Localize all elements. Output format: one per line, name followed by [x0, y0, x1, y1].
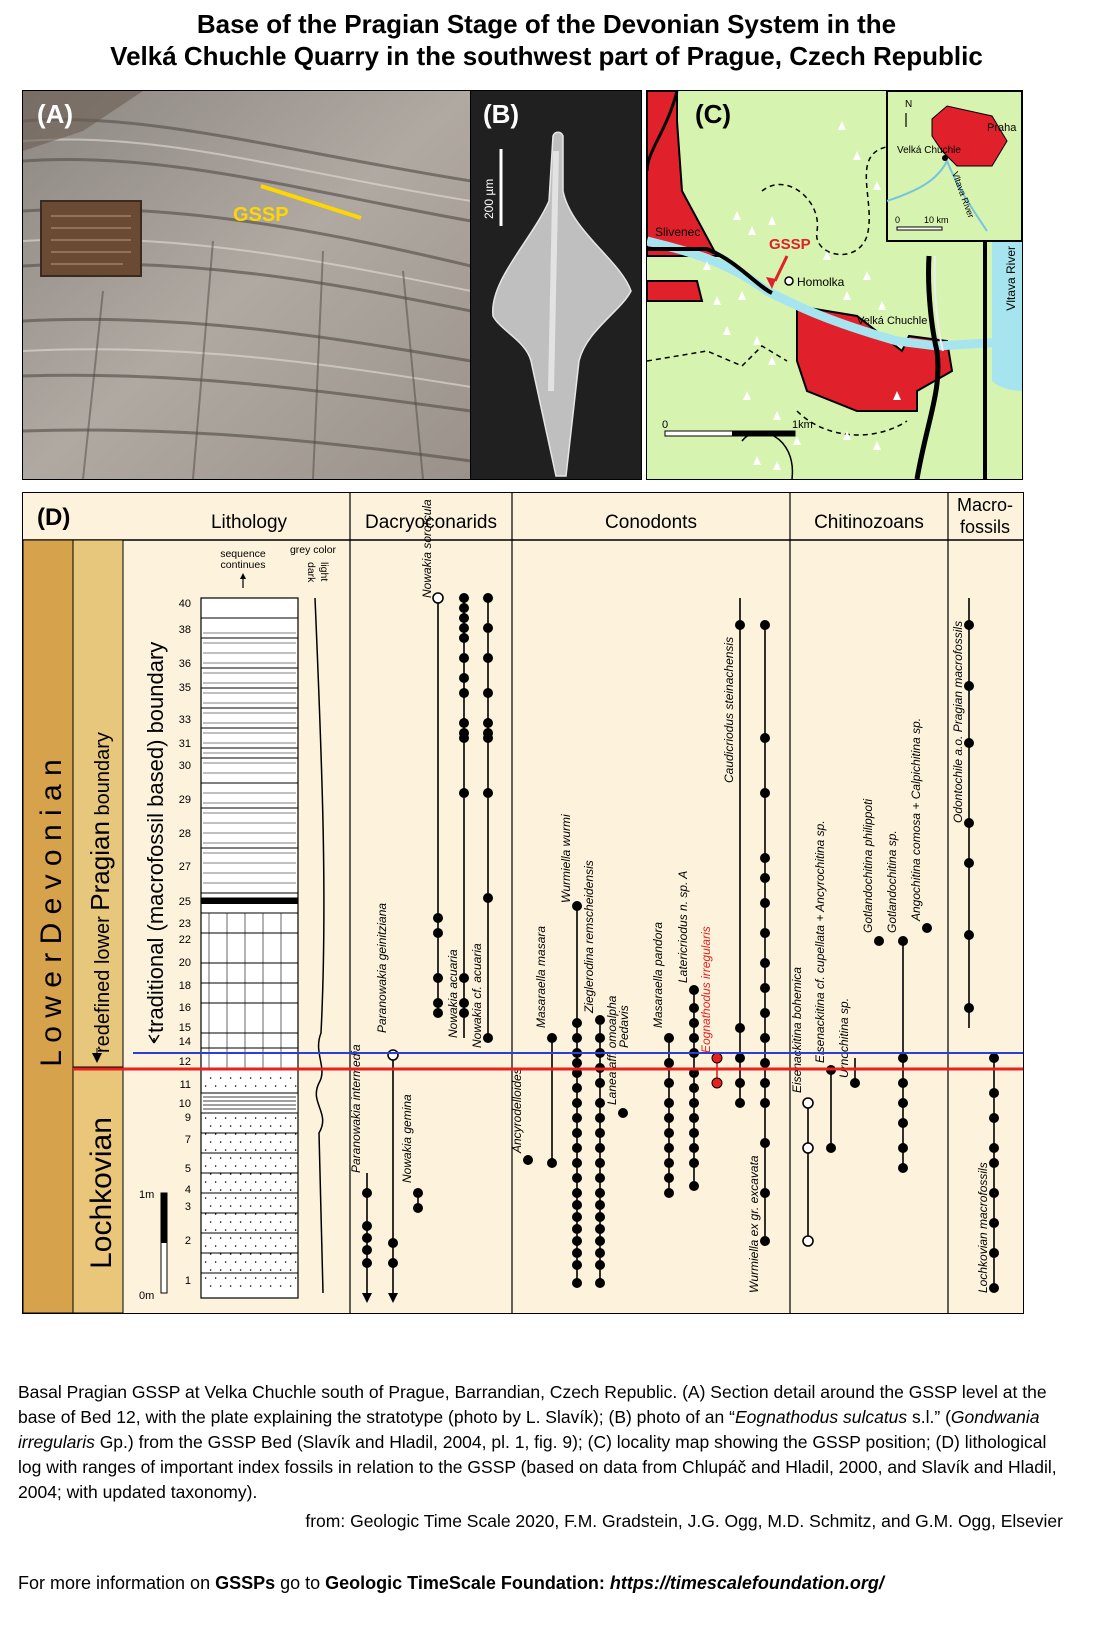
occurrence-dot: [572, 1236, 582, 1246]
occurrence-dot: [964, 858, 974, 868]
sequence-label-1: sequence: [220, 548, 266, 560]
occurrence-dot: [760, 788, 770, 798]
occurrence-dot: [760, 1033, 770, 1043]
bed-number: 12: [178, 1056, 191, 1068]
range-wurmiella-wurmi: [559, 814, 582, 1288]
taxon-label: Eisenackitina cf. cupellata + Ancyrochitina sp.: [813, 820, 827, 1063]
title-line-1: Base of the Pragian Stage of the Devonian System in the: [196, 9, 897, 39]
occurrence-dot: [459, 653, 469, 663]
occurrence-open-dot: [803, 1098, 813, 1108]
range-gotlandochitina-sp: [885, 830, 908, 1173]
header-lithology: Lithology: [210, 512, 288, 533]
bed-number: 38: [178, 624, 191, 636]
occurrence-dot: [362, 1221, 372, 1231]
bed-number: 23: [178, 918, 191, 930]
bed-number: 11: [179, 1079, 191, 1091]
sequence-label-2: continues: [220, 559, 266, 571]
range-nowakia-cf-acuaria: [470, 593, 493, 1048]
occurrence-dot: [572, 1212, 582, 1222]
occurrence-dot: [964, 1003, 974, 1013]
lithology-column: [201, 598, 298, 1298]
stratotype-plate: [41, 201, 141, 276]
traditional-boundary-label: traditional (macrofossil based) boundary: [143, 641, 168, 1033]
taxon-label: Paranowakia geinitziana: [375, 902, 389, 1033]
range-paranowakia-intermedia: [349, 1044, 372, 1303]
inset-map: [887, 91, 1022, 241]
bed-number: 5: [184, 1163, 191, 1175]
occurrence-dot: [362, 1245, 372, 1255]
occurrence-dot: [572, 1248, 582, 1258]
slivenec-label: Slivenec: [655, 225, 701, 239]
range-ancyrodelloides: [510, 1068, 533, 1165]
occurrence-dot: [572, 1018, 582, 1028]
range-paranowakia-geinitziana: [375, 903, 398, 1303]
bed-number: 31: [178, 738, 191, 750]
range-gotlandochitina-philippoti: [861, 799, 884, 946]
occurrence-dot: [459, 973, 469, 983]
occurrence-dot: [735, 1078, 745, 1088]
occurrence-dot: [760, 1138, 770, 1148]
occurrence-dot: [595, 1128, 605, 1138]
occurrence-dot: [689, 1113, 699, 1123]
occurrence-dot: [433, 1008, 443, 1018]
occurrence-dot: [989, 1283, 999, 1293]
fossil-range-chart: [23, 493, 1023, 1313]
occurrence-dot: [595, 1158, 605, 1168]
occurrence-red-dot: [712, 1078, 722, 1088]
bed-number: 7: [184, 1134, 191, 1146]
range-eisenackitina-cupellata: [813, 820, 836, 1153]
panel-a-label: (A): [37, 99, 74, 129]
occurrence-dot: [459, 593, 469, 603]
occurrence-dot: [388, 1238, 398, 1248]
bed-number: 20: [178, 957, 191, 969]
occurrence-dot: [922, 923, 932, 933]
taxon-label: Masaraella pandora: [651, 921, 665, 1028]
bed-number: 3: [184, 1201, 191, 1213]
occurrence-dot: [362, 1188, 372, 1198]
range-eognathodus: [699, 926, 722, 1088]
occurrence-dot: [989, 1113, 999, 1123]
taxon-label: Zieglerodina remscheidensis: [582, 860, 596, 1013]
occurrence-dot: [898, 1143, 908, 1153]
occurrence-dot: [689, 1098, 699, 1108]
header-dacryoconarids: Dacryoconarids: [365, 512, 497, 533]
range-lochkovian-macro: [976, 1053, 999, 1293]
bed-number: 18: [178, 980, 191, 992]
occurrence-dot: [989, 1143, 999, 1153]
taxon-label: Urnochitina sp.: [837, 997, 851, 1078]
taxon-label: Nowakia cf. acuaria: [470, 943, 484, 1048]
occurrence-dot: [595, 1143, 605, 1153]
bed-number: 29: [178, 794, 191, 806]
taxon-label: Gotlandochitina sp.: [885, 830, 899, 933]
occurrence-dot: [413, 1203, 423, 1213]
occurrence-dot: [689, 985, 699, 995]
occurrence-dot: [689, 1033, 699, 1043]
inset-vltava: Vltava River: [950, 170, 977, 220]
range-odontochile: [951, 598, 974, 1028]
occurrence-dot: [760, 1008, 770, 1018]
map-scale-1km: 1km: [792, 419, 813, 431]
occurrence-dot: [989, 1188, 999, 1198]
occurrence-open-dot: [803, 1236, 813, 1246]
occurrence-dot: [964, 930, 974, 940]
occurrence-dot: [989, 1088, 999, 1098]
fossil-ranges: [349, 499, 999, 1303]
taxon-label: Nowakia acuaria: [446, 949, 460, 1038]
taxon-label: Odontochile a.o. Pragian macrofossils: [951, 620, 965, 823]
taxon-label: Paranowakia intermedia: [349, 1044, 363, 1173]
inset-praha: Praha: [987, 122, 1017, 134]
bed-number: 40: [178, 598, 191, 610]
occurrence-dot: [595, 1033, 605, 1043]
occurrence-dot: [760, 853, 770, 863]
range-masaraella-masara: [534, 926, 557, 1168]
bed-number: 36: [178, 658, 191, 670]
bed-number: 25: [178, 896, 191, 908]
taxon-label: Wurmiella ex gr. excavata: [747, 1155, 761, 1293]
title-line-2: Velká Chuchle Quarry in the southwest part of Prague, Czech Republic: [110, 41, 983, 71]
occurrence-dot: [735, 1053, 745, 1063]
taxon-label: Nowakia sororcula: [420, 499, 434, 598]
occurrence-dot: [547, 1158, 557, 1168]
bed-number: 30: [178, 760, 191, 772]
occurrence-dot: [964, 738, 974, 748]
occurrence-dot: [483, 593, 493, 603]
occurrence-dot: [689, 1143, 699, 1153]
homolka-label: Homolka: [797, 275, 845, 289]
scale-label: 200 µm: [482, 178, 496, 219]
taxon-label: Eisenackitina bohemica: [790, 966, 804, 1093]
occurrence-dot: [572, 901, 582, 911]
taxon-label: Nowakia gemina: [400, 1094, 414, 1183]
range-wurmiella-excavata: [747, 620, 770, 1293]
bed-number: 28: [178, 828, 191, 840]
occurrence-dot: [572, 1143, 582, 1153]
occurrence-dot: [964, 620, 974, 630]
occurrence-dot: [572, 1098, 582, 1108]
occurrence-dot: [618, 1108, 628, 1118]
occurrence-dot: [898, 1163, 908, 1173]
occurrence-dot: [572, 1224, 582, 1234]
occurrence-dot: [595, 1200, 605, 1210]
panel-c-map: [646, 90, 1023, 480]
range-masaraella-pandora: [651, 922, 674, 1198]
occurrence-dot: [760, 733, 770, 743]
scale-1m-label: 1m: [139, 1189, 155, 1201]
range-zieglerodina: [582, 860, 605, 1288]
occurrence-dot: [664, 1058, 674, 1068]
occurrence-dot: [760, 983, 770, 993]
occurrence-dot: [459, 613, 469, 623]
occurrence-dot: [989, 1218, 999, 1228]
occurrence-dot: [664, 1033, 674, 1043]
light-label: light: [318, 562, 330, 582]
header-macro-2: fossils: [959, 517, 1011, 537]
occurrence-dot: [483, 718, 493, 728]
occurrence-dot: [572, 1188, 582, 1198]
bed-number: 10: [178, 1098, 191, 1110]
occurrence-dot: [483, 653, 493, 663]
occurrence-dot: [964, 681, 974, 691]
range-angochitina: [909, 718, 932, 933]
taxon-label: Wurmiella wurmi: [559, 814, 573, 903]
range-pedavis: [617, 1005, 635, 1055]
occurrence-dot: [595, 1212, 605, 1222]
occurrence-dot: [572, 1033, 582, 1043]
occurrence-open-dot: [388, 1050, 398, 1060]
taxon-label: Angochitina comosa + Calpichitina sp.: [909, 717, 923, 921]
occurrence-dot: [595, 1188, 605, 1198]
occurrence-dot: [689, 1018, 699, 1028]
occurrence-dot: [664, 1173, 674, 1183]
occurrence-dot: [964, 818, 974, 828]
occurrence-dot: [664, 1143, 674, 1153]
foundation-link[interactable]: https://timescalefoundation.org/: [609, 1573, 884, 1593]
panel-d-label: (D): [37, 504, 71, 531]
occurrence-dot: [459, 603, 469, 613]
occurrence-dot: [459, 633, 469, 643]
map-gssp-label: GSSP: [769, 236, 811, 253]
occurrence-dot: [664, 1078, 674, 1088]
occurrence-dot: [595, 1224, 605, 1234]
panel-a-photo: [22, 90, 472, 480]
range-nowakia-gemina: [400, 1094, 423, 1213]
lochkovian-label: Lochkovian: [85, 1117, 118, 1269]
occurrence-dot: [760, 1098, 770, 1108]
occurrence-dot: [735, 1098, 745, 1108]
occurrence-dot: [898, 1053, 908, 1063]
bed-number: 2: [184, 1235, 191, 1247]
inset-scale-10: 10 km: [924, 215, 949, 225]
occurrence-dot: [483, 733, 493, 743]
occurrence-dot: [483, 1033, 493, 1043]
occurrence-dot: [664, 1098, 674, 1108]
occurrence-dot: [898, 1118, 908, 1128]
inset-north: N: [905, 99, 913, 110]
occurrence-dot: [664, 1128, 674, 1138]
vltava-label: Vltava River: [1004, 246, 1018, 311]
source-citation: from: Geologic Time Scale 2020, F.M. Gradstein, J.G. Ogg, M.D. Schmitz, and G.M. Ogg, Elsevier: [305, 1511, 1063, 1531]
taxon-label: Pedavis: [617, 1005, 631, 1048]
panel-d-log: [22, 492, 1024, 1314]
taxon-label: Masaraella masara: [534, 925, 548, 1028]
occurrence-dot: [595, 1248, 605, 1258]
scale-0m-label: 0m: [139, 1290, 155, 1302]
occurrence-dot: [459, 673, 469, 683]
taxon-label: Lanea aff. omoalpha: [605, 995, 619, 1105]
occurrence-dot: [572, 1200, 582, 1210]
occurrence-dot: [483, 893, 493, 903]
occurrence-dot: [760, 1236, 770, 1246]
occurrence-dot: [459, 623, 469, 633]
outcrop-photo: [23, 91, 471, 479]
occurrence-dot: [433, 928, 443, 938]
occurrence-dot: [595, 1015, 605, 1025]
occurrence-dot: [459, 718, 469, 728]
occurrence-dot: [572, 1058, 582, 1068]
occurrence-dot: [433, 973, 443, 983]
occurrence-dot: [735, 1023, 745, 1033]
panel-c-label: (C): [695, 99, 732, 129]
taxon-label: Ancyrodelloides: [510, 1068, 524, 1153]
inset-scale-0: 0: [895, 215, 901, 225]
occurrence-dot: [689, 1128, 699, 1138]
occurrence-dot: [850, 1078, 860, 1088]
inset-velka-chuchle: Velká Chuchle: [897, 145, 961, 156]
occurrence-dot: [362, 1258, 372, 1268]
occurrence-dot: [595, 1113, 605, 1123]
bed-number: 33: [178, 714, 191, 726]
occurrence-dot: [735, 620, 745, 630]
range-eisenackitina-bohemica: [790, 967, 813, 1246]
occurrence-dot: [595, 1260, 605, 1270]
map-scale-0: 0: [662, 419, 669, 431]
occurrence-dot: [989, 1158, 999, 1168]
occurrence-dot: [689, 1083, 699, 1093]
occurrence-dot: [433, 998, 443, 1008]
occurrence-dot: [664, 1158, 674, 1168]
occurrence-dot: [989, 1248, 999, 1258]
more-info: For more information on GSSPs go to Geologic TimeScale Foundation: https://timescalefoundation.org/: [18, 1573, 884, 1593]
header-conodonts: Conodonts: [605, 512, 697, 533]
occurrence-dot: [898, 1078, 908, 1088]
occurrence-dot: [459, 733, 469, 743]
occurrence-dot: [760, 873, 770, 883]
velka-chuchle-label: Velká Chuchle: [857, 315, 928, 327]
occurrence-dot: [760, 1058, 770, 1068]
page-title: [0, 8, 1093, 72]
bed-number: 9: [184, 1112, 191, 1124]
taxon-label: Lochkovian macrofossils: [976, 1162, 990, 1293]
bed-number: 22: [178, 934, 191, 946]
bed-number: 1: [184, 1275, 191, 1287]
bed-number: 27: [178, 861, 191, 873]
occurrence-dot: [523, 1155, 533, 1165]
gssp-label: GSSP: [233, 204, 289, 226]
occurrence-dot: [459, 998, 469, 1008]
locality-map: [647, 91, 1022, 479]
occurrence-dot: [989, 1053, 999, 1063]
range-latericriodus: [676, 871, 699, 1191]
occurrence-dot: [826, 1143, 836, 1153]
bed-number: 14: [178, 1036, 191, 1048]
occurrence-dot: [572, 1128, 582, 1138]
occurrence-dot: [595, 1236, 605, 1246]
occurrence-dot: [595, 1173, 605, 1183]
range-caudicriodus: [722, 598, 745, 1108]
range-urnochitina: [837, 998, 860, 1088]
figure-caption: Basal Pragian GSSP at Velka Chuchle south of Prague, Barrandian, Czech Republic. (A) Section detail around the GSSP level at the base of Bed 12, with the plate explaining the stratotype (photo by L. Slavík); (B) photo of an “Eognathodus sulcatus s.l.” (Gondwania irregularis Gp.) from the GSSP Bed (Slavík and Hladil, 2004, pl. 1, fig. 9); (C) locality map showing the GSSP position; (D) lithological log with ranges of important index fossils in relation to the GSSP (based on data from Chlupáč and Hladil, 2000, and Slavík and Hladil, 2004; with updated taxonomy).: [18, 1382, 1057, 1502]
occurrence-dot: [664, 1188, 674, 1198]
header-macro-1: Macro-: [956, 495, 1014, 515]
conodont-photo: [471, 91, 641, 479]
occurrence-dot: [572, 1158, 582, 1168]
occurrence-dot: [572, 1083, 582, 1093]
occurrence-dot: [572, 1260, 582, 1270]
bed-number: 4: [184, 1184, 191, 1196]
redefined-boundary-label: redefined lower Pragian boundary: [85, 732, 115, 1053]
occurrence-dot: [572, 1113, 582, 1123]
occurrence-dot: [689, 1003, 699, 1013]
occurrence-dot: [760, 1188, 770, 1198]
occurrence-dot: [898, 1098, 908, 1108]
dark-label: dark: [305, 562, 317, 583]
occurrence-dot: [483, 788, 493, 798]
occurrence-dot: [664, 1113, 674, 1123]
occurrence-dot: [459, 688, 469, 698]
occurrence-dot: [459, 1008, 469, 1018]
occurrence-open-dot: [433, 593, 443, 603]
bed-numbers: [179, 598, 191, 1287]
bed-number: 35: [178, 682, 191, 694]
range-nowakia-sororcula: [420, 499, 443, 1018]
occurrence-dot: [433, 913, 443, 923]
range-nowakia-acuaria: [446, 593, 469, 1038]
occurrence-dot: [459, 788, 469, 798]
bed-number: 16: [178, 1002, 191, 1014]
occurrence-dot: [760, 958, 770, 968]
occurrence-dot: [595, 1278, 605, 1288]
occurrence-dot: [413, 1188, 423, 1198]
taxon-label: Eognathodus irregularis: [699, 926, 713, 1053]
occurrence-dot: [572, 1278, 582, 1288]
occurrence-dot: [689, 1181, 699, 1191]
homolka-marker: [785, 277, 793, 285]
occurrence-dot: [572, 1173, 582, 1183]
taxon-label: Gotlandochitina philippoti: [861, 798, 875, 933]
occurrence-red-dot: [712, 1053, 722, 1063]
occurrence-dot: [595, 1098, 605, 1108]
occurrence-dot: [874, 936, 884, 946]
occurrence-dot: [898, 936, 908, 946]
occurrence-dot: [595, 1078, 605, 1088]
occurrence-dot: [760, 898, 770, 908]
series-label: L o w e r D e v o n i a n: [35, 759, 68, 1067]
occurrence-dot: [760, 1078, 770, 1088]
occurrence-dot: [760, 928, 770, 938]
occurrence-dot: [760, 620, 770, 630]
panel-b-photo: [470, 90, 642, 480]
taxon-label: Latericriodus n. sp. A: [676, 870, 690, 983]
header-chitinozoans: Chitinozoans: [814, 512, 924, 533]
occurrence-dot: [689, 1158, 699, 1168]
grey-color-curve: [315, 598, 324, 1293]
occurrence-open-dot: [803, 1143, 813, 1153]
grey-color-label: grey color: [289, 544, 337, 556]
occurrence-dot: [483, 688, 493, 698]
occurrence-dot: [362, 1233, 372, 1243]
taxon-label: Caudicriodus steinachensis: [722, 636, 736, 783]
occurrence-dot: [547, 1033, 557, 1043]
occurrence-dot: [483, 623, 493, 633]
panel-b-label: (B): [483, 99, 520, 129]
bed-number: 15: [178, 1022, 191, 1034]
occurrence-dot: [388, 1258, 398, 1268]
